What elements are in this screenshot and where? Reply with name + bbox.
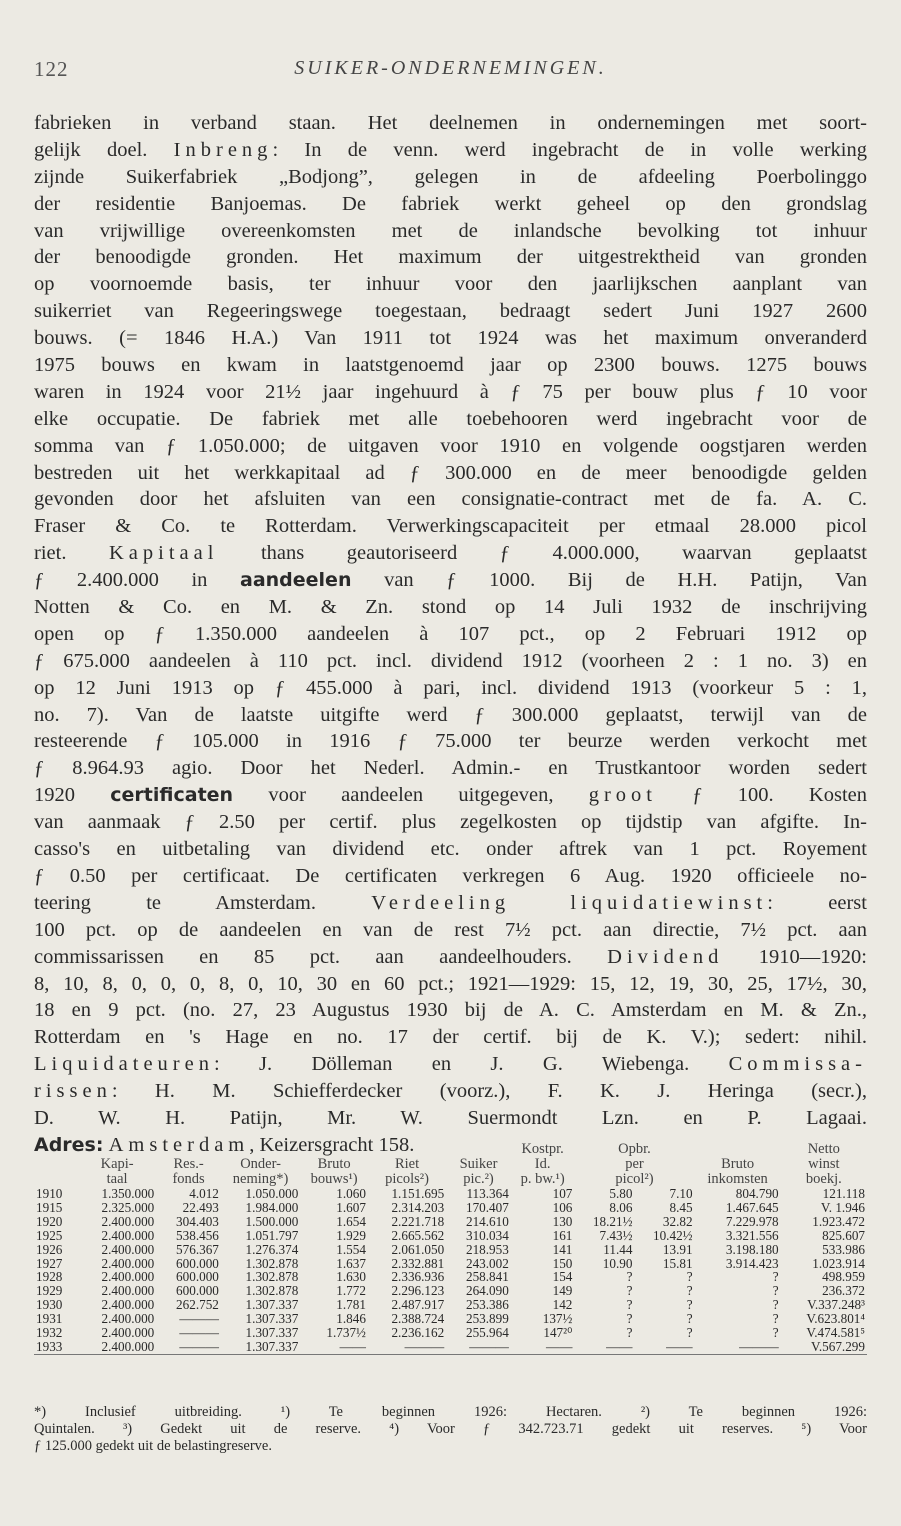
table-cell: 7.43½: [599, 1227, 633, 1243]
spaced-term: Amsterdam: [108, 1133, 250, 1156]
text-line: [34, 863, 867, 890]
text-run: , Keizersgracht 158.: [249, 1133, 415, 1156]
column-header: [34, 1142, 78, 1157]
table-cell: 4.012: [189, 1186, 219, 1201]
table-cell: ?: [686, 1283, 693, 1299]
text-run: bestreden uit het werkkapitaal ad ƒ 300.000 en de meer benoodigde gelden: [34, 461, 867, 484]
table-cell: 18.21½: [592, 1213, 633, 1229]
footnote-line: ƒ 125.000 gedekt uit de belastingreserve.: [34, 1438, 272, 1454]
year-cell: 1933: [34, 1340, 78, 1354]
text-run: open op ƒ 1.350.000 aandeelen à 107 pct., op 2 Februari 1912 op: [34, 622, 867, 645]
table-cell: ———: [695, 1340, 781, 1354]
table-cell: 1.050.000: [245, 1186, 299, 1201]
text-run: 8, 10, 8, 0, 0, 0, 8, 0, 10, 30 en 60 pct.; 1921—1929: 15, 12, 19, 30, 25, 17½, 30,: [34, 972, 867, 995]
table-row: [34, 1298, 867, 1312]
text-line: [34, 728, 867, 755]
text-run: van aanmaak ƒ 2.50 per certif. plus zegelkosten op tijdstip van afgifte. In-: [34, 811, 867, 834]
text-run: : H. M. Schiefferdecker (voorz.), F. K. J. Heringa (secr.),: [111, 1080, 867, 1103]
text-line: [34, 621, 867, 648]
table-row: [34, 1243, 867, 1257]
text-run: gevonden door het afsluiten van een consignatie-contract met de fa. A. C.: [34, 488, 867, 511]
table-cell: 498.959: [822, 1269, 865, 1285]
table-row: [34, 1187, 867, 1201]
column-header: neming*): [232, 1171, 289, 1187]
table-cell: ——: [300, 1340, 368, 1354]
table-cell: 107: [552, 1186, 573, 1201]
table-cell: 2.400.000: [101, 1255, 155, 1271]
text-line: [34, 244, 867, 271]
table-cell: 15.81: [662, 1255, 693, 1271]
table-cell: 3.914.423: [725, 1255, 779, 1271]
table-cell: 1.151.695: [391, 1186, 445, 1201]
table-cell: 2.665.562: [391, 1227, 445, 1243]
table-cell: 1.737½: [326, 1325, 366, 1341]
table-cell: 2.061.050: [391, 1241, 445, 1257]
text-line: [34, 298, 867, 325]
text-run: elke occupatie. De fabriek met alle toebehooren werd ingebracht voor de: [34, 407, 867, 430]
column-header: Kostpr.: [521, 1141, 564, 1157]
page-number: 122: [34, 57, 69, 81]
table-cell: 141: [552, 1241, 573, 1257]
column-header: winst: [808, 1156, 840, 1172]
table-cell: 218.953: [465, 1241, 509, 1257]
year-cell: 1926: [36, 1241, 63, 1257]
column-header: Kapi-: [100, 1156, 134, 1172]
table-cell: 154: [552, 1269, 573, 1285]
text-line: [34, 325, 867, 352]
table-cell: ?: [626, 1269, 633, 1285]
table-row: [34, 1340, 867, 1354]
table-cell: 1.772: [336, 1283, 366, 1299]
column-header: [78, 1142, 156, 1157]
table-cell: 538.456: [176, 1227, 219, 1243]
table-cell: 2.487.917: [391, 1297, 445, 1313]
table-cell: 130: [552, 1213, 573, 1229]
text-run: zijnde Suikerfabriek „Bodjong”, gelegen in de afdeeling Poerbolinggo: [34, 165, 867, 188]
table-cell: 113.364: [466, 1186, 509, 1201]
table-cell: V. 1.946: [820, 1199, 865, 1215]
text-run: op voornoemde basis, ter inhuur voor den jaarlijkschen aanplant van: [34, 273, 867, 296]
table-header-mid: [34, 1157, 867, 1172]
table-cell: 10.90: [602, 1255, 633, 1271]
text-line: [34, 110, 867, 137]
column-header: [34, 1157, 78, 1172]
table-cell: 3.321.556: [725, 1227, 779, 1243]
text-line: [34, 782, 867, 809]
text-line: [34, 702, 867, 729]
year-cell: 1927: [36, 1255, 63, 1271]
text-line: [34, 917, 867, 944]
text-line: [34, 164, 867, 191]
table-cell: 11.44: [603, 1241, 633, 1257]
table-cell: 1.630: [336, 1269, 366, 1285]
text-line: [34, 352, 867, 379]
table-cell: 170.407: [465, 1199, 509, 1215]
table-cell: 2.400.000: [101, 1241, 155, 1257]
text-run: bouws. (= 1846 H.A.) Van 1911 tot 1924 was het maximum onveranderd: [34, 327, 867, 350]
table-cell: 2.400.000: [101, 1297, 155, 1313]
page-header: [34, 57, 867, 87]
table-cell: ———: [179, 1311, 219, 1327]
text-run: somma van ƒ 1.050.000; de uitgaven voor 1910 en volgende oogstjaren werden: [34, 434, 867, 457]
table-cell: ?: [626, 1325, 633, 1341]
table-cell: 1.023.914: [812, 1255, 865, 1271]
text-line: [34, 433, 867, 460]
table-cell: 253.899: [465, 1311, 509, 1327]
table-cell: ?: [772, 1325, 779, 1341]
table-cell: ——: [574, 1340, 634, 1354]
text-line: [34, 218, 867, 245]
column-header: Bruto: [317, 1156, 351, 1172]
text-run: casso's en uitbetaling van dividend etc. onder aftrek van 1 pct. Royement: [34, 838, 867, 861]
table-cell: 2.236.162: [391, 1325, 445, 1341]
text-run: op 12 Juni 1913 op ƒ 455.000 à pari, incl. dividend 1913 (voorkeur 5 : 1,: [34, 676, 867, 699]
table-cell: 142: [552, 1297, 573, 1313]
column-header: p. bw.¹): [520, 1171, 565, 1187]
year-cell: 1932: [36, 1325, 63, 1341]
table-row: [34, 1257, 867, 1271]
column-header: [34, 1172, 78, 1187]
table-cell: 533.986: [822, 1241, 865, 1257]
text-run: 1910—1920:: [723, 945, 867, 968]
footnotes: [34, 1404, 867, 1455]
spaced-term: Kapitaal: [108, 542, 219, 565]
table-cell: 1.302.878: [245, 1269, 299, 1285]
table-cell: 2.400.000: [101, 1311, 155, 1327]
text-run: D. W. H. Patijn, Mr. W. Suermondt Lzn. en P. Lagaai.: [34, 1106, 867, 1129]
table-cell: ?: [626, 1297, 633, 1313]
table-cell: 2.332.881: [391, 1255, 445, 1271]
year-cell: 1925: [36, 1227, 63, 1243]
text-line: [34, 1051, 867, 1078]
spaced-term: rissen: [34, 1080, 112, 1103]
table-header-top: [34, 1142, 867, 1157]
table-cell: ———: [156, 1340, 221, 1354]
text-run: ƒ 2.400.000 in: [34, 569, 240, 592]
text-run: gelijk doel.: [34, 138, 174, 161]
text-line: [34, 406, 867, 433]
table-cell: 243.002: [465, 1255, 509, 1271]
column-header: Bruto: [721, 1156, 755, 1172]
bold-term: aandeelen: [240, 569, 352, 592]
table-cell: ?: [772, 1297, 779, 1313]
table-cell: 1.923.472: [812, 1213, 865, 1229]
table-cell: 1.060: [336, 1186, 366, 1201]
text-run: ƒ 675.000 aandeelen à 110 pct. incl. dividend 1912 (voorheen 2 : 1 no. 3) en: [34, 649, 867, 672]
table-cell: 2.221.718: [391, 1213, 445, 1229]
text-run: Notten & Co. en M. & Zn. stond op 14 Juli 1932 de inschrijving: [34, 596, 867, 619]
table-cell: 825.607: [822, 1227, 865, 1243]
table-row: [34, 1215, 867, 1229]
table-cell: V.623.801⁴: [806, 1311, 865, 1327]
table-cell: 1.781: [336, 1297, 366, 1313]
table-cell: 22.493: [182, 1199, 219, 1215]
table-cell: 3.198.180: [725, 1241, 779, 1257]
table-cell: 1.302.878: [245, 1255, 299, 1271]
column-header: [156, 1142, 221, 1157]
table-cell: 2.400.000: [78, 1340, 156, 1354]
bold-term: Adres:: [34, 1133, 104, 1156]
text-run: : J. Dölleman en J. G. Wiebenga.: [213, 1053, 729, 1076]
column-header: Id.: [534, 1156, 551, 1172]
text-run: thans geautoriseerd ƒ 4.000.000, waarvan geplaatst: [218, 542, 867, 565]
table-cell: 2.400.000: [101, 1213, 155, 1229]
table-cell: 8.45: [669, 1199, 693, 1215]
text-line: [34, 540, 867, 567]
table-cell: 150: [552, 1255, 573, 1271]
table-cell: V.474.581⁵: [806, 1325, 865, 1341]
column-header: picols²): [385, 1171, 429, 1187]
text-line: [34, 648, 867, 675]
column-header: [446, 1142, 511, 1157]
table-cell: 214.610: [465, 1213, 509, 1229]
table-cell: ?: [626, 1311, 633, 1327]
table-cell: 2.400.000: [101, 1227, 155, 1243]
table-cell: 264.090: [465, 1283, 509, 1299]
table-cell: 1.051.797: [245, 1227, 299, 1243]
table-cell: V.567.299: [781, 1340, 867, 1354]
column-header: inkomsten: [707, 1171, 768, 1187]
table-cell: ——: [511, 1340, 575, 1354]
table-cell: ?: [772, 1311, 779, 1327]
table-row: [34, 1326, 867, 1340]
table-cell: 147²⁰: [543, 1325, 573, 1341]
table-cell: ?: [772, 1269, 779, 1285]
column-header: [300, 1142, 368, 1157]
text-line: [34, 513, 867, 540]
text-run: van ƒ 1000. Bij de H.H. Patijn, Van: [351, 569, 867, 592]
text-run: riet.: [34, 542, 109, 565]
column-header: Onder-: [240, 1156, 281, 1172]
table-cell: ———: [179, 1325, 219, 1341]
column-header: fonds: [172, 1171, 205, 1187]
footnote-line: Quintalen. ³) Gedekt uit de reserve. ⁴) Voor ƒ 342.723.71 gedekt uit reserves. ⁵) Voor: [34, 1421, 867, 1437]
table-cell: 10.42½: [652, 1227, 693, 1243]
table-cell: 5.80: [609, 1186, 633, 1201]
table-cell: 1.467.645: [725, 1199, 779, 1215]
table-cell: 2.296.123: [391, 1283, 445, 1299]
table-cell: 600.000: [176, 1283, 219, 1299]
table-cell: V.337.248³: [807, 1297, 865, 1313]
table-cell: ?: [686, 1297, 693, 1313]
text-run: ƒ 100. Kosten: [657, 784, 867, 807]
table-cell: 121.118: [822, 1186, 865, 1201]
table-cell: 258.841: [465, 1269, 509, 1285]
table-row: [34, 1201, 867, 1215]
text-run: teering te Amsterdam.: [34, 891, 372, 914]
text-line: [34, 191, 867, 218]
column-header: Opbr.: [618, 1141, 651, 1157]
table-cell: 576.367: [176, 1241, 219, 1257]
text-line: [34, 675, 867, 702]
table-cell: 1.307.337: [245, 1325, 299, 1341]
year-cell: 1920: [36, 1213, 63, 1229]
text-line: [34, 755, 867, 782]
text-run: no. 7). Van de laatste uitgifte werd ƒ 300.000 geplaatst, terwijl van de: [34, 703, 867, 726]
text-line: [34, 809, 867, 836]
table-cell: 2.314.203: [391, 1199, 445, 1215]
text-line: [34, 594, 867, 621]
table-cell: 1.307.337: [245, 1297, 299, 1313]
table-cell: 804.790: [735, 1186, 779, 1201]
table-cell: 1.929: [336, 1227, 366, 1243]
table-cell: 1.302.878: [245, 1283, 299, 1299]
text-run: commissarissen en 85 pct. aan aandeelhouders.: [34, 945, 608, 968]
table-cell: 1.307.337: [221, 1340, 300, 1354]
column-header: [221, 1142, 300, 1157]
table-cell: ——: [634, 1340, 694, 1354]
year-cell: 1928: [36, 1269, 63, 1285]
table-row: [34, 1284, 867, 1298]
table-cell: 304.403: [176, 1213, 219, 1229]
table-cell: 1.984.000: [245, 1199, 299, 1215]
text-line: [34, 1105, 867, 1132]
financial-table: [34, 1142, 867, 1355]
spaced-term: Liquidateuren: [34, 1053, 214, 1076]
text-run: der residentie Banjoemas. De fabriek werkt geheel op den grondslag: [34, 192, 867, 215]
table-cell: 1.554: [336, 1241, 366, 1257]
table-cell: 1.637: [336, 1255, 366, 1271]
year-cell: 1929: [36, 1283, 63, 1299]
spaced-term: Inbreng: [173, 138, 273, 161]
table-cell: 600.000: [176, 1255, 219, 1271]
table-cell: 253.386: [465, 1297, 509, 1313]
text-run: 18 en 9 pct. (no. 27, 23 Augustus 1930 bij de A. C. Amsterdam en M. & Zn.,: [34, 999, 867, 1022]
table-cell: 1.846: [336, 1311, 366, 1327]
text-run: Fraser & Co. te Rotterdam. Verwerkingscapaciteit per etmaal 28.000 picol: [34, 515, 867, 538]
text-run: resteerende ƒ 105.000 in 1916 ƒ 75.000 ter beurze werden verkocht met: [34, 730, 867, 753]
table-row: [34, 1229, 867, 1243]
column-header: bouws¹): [310, 1171, 358, 1187]
text-run: Rotterdam en 's Hage en no. 17 der certif. bij de K. V.); sedert: nihil.: [34, 1026, 867, 1049]
table-cell: ?: [626, 1283, 633, 1299]
text-run: der benoodigde gronden. Het maximum der uitgestrektheid van gronden: [34, 246, 867, 269]
text-line: [34, 271, 867, 298]
text-run: fabrieken in verband staan. Het deelnemen in ondernemingen met soort-: [34, 112, 867, 134]
table-cell: ?: [686, 1269, 693, 1285]
text-line: [34, 944, 867, 971]
spaced-term: groot: [588, 784, 657, 807]
text-run: voor aandeelen uitgegeven,: [233, 784, 589, 807]
text-run: : In de venn. werd ingebracht de in volle werking: [272, 138, 867, 161]
table-cell: 2.400.000: [101, 1325, 155, 1341]
bold-term: certificaten: [110, 784, 234, 807]
column-header: Netto: [807, 1141, 840, 1157]
column-header: Suiker: [459, 1156, 498, 1172]
table-cell: 1.654: [336, 1213, 366, 1229]
table-cell: 2.400.000: [101, 1283, 155, 1299]
year-cell: 1910: [36, 1186, 63, 1201]
table-cell: ———: [446, 1340, 511, 1354]
text-line: [34, 971, 867, 998]
table-cell: 255.964: [465, 1325, 509, 1341]
running-title: SUIKER-ONDERNEMINGEN.: [294, 57, 607, 79]
text-run: van vrijwillige overeenkomsten met de inlandsche bevolking tot inhuur: [34, 219, 867, 242]
spaced-term: Commissa-: [728, 1053, 867, 1076]
table-cell: ?: [772, 1283, 779, 1299]
table-cell: 1.500.000: [245, 1213, 299, 1229]
table-cell: 161: [552, 1227, 573, 1243]
table-cell: 236.372: [822, 1283, 865, 1299]
text-run: suikerriet van Regeeringswege toegestaan, bedraagt sedert Juni 1927 2600: [34, 300, 867, 323]
text-line: [34, 997, 867, 1024]
column-header: [695, 1142, 781, 1157]
table-cell: 106: [552, 1199, 573, 1215]
table-cell: 7.10: [669, 1186, 693, 1201]
table-cell: 2.325.000: [101, 1199, 155, 1215]
text-line: [34, 379, 867, 406]
table-cell: 8.06: [609, 1199, 633, 1215]
text-line: [34, 567, 867, 594]
table-cell: 32.82: [662, 1213, 693, 1229]
table-cell: 1.607: [336, 1199, 366, 1215]
text-run: waren in 1924 voor 21½ jaar ingehuurd à ƒ 75 per bouw plus ƒ 10 voor: [34, 380, 867, 403]
column-header: Res.-: [173, 1156, 204, 1172]
text-line: [34, 890, 867, 917]
text-line: [34, 1024, 867, 1051]
text-run: : eerst: [767, 891, 867, 914]
year-cell: 1930: [36, 1297, 63, 1313]
text-line: [34, 460, 867, 487]
text-line: [34, 137, 867, 164]
table-cell: 2.388.724: [391, 1311, 445, 1327]
column-header: pic.²): [463, 1171, 494, 1187]
table-cell: 262.752: [176, 1297, 219, 1313]
table-cell: 1.307.337: [245, 1311, 299, 1327]
text-run: 1920: [34, 784, 111, 807]
table-cell: 2.400.000: [101, 1269, 155, 1285]
table-cell: 7.229.978: [725, 1213, 779, 1229]
table-cell: 137½: [542, 1311, 573, 1327]
text-run: 100 pct. op de aandeelen en van de rest 7½ pct. aan directie, 7½ pct. aan: [34, 918, 867, 941]
text-line: [34, 836, 867, 863]
year-cell: 1915: [36, 1199, 63, 1215]
table-cell: ?: [686, 1325, 693, 1341]
table-cell: 149: [552, 1283, 573, 1299]
column-header: Riet: [394, 1156, 420, 1172]
spaced-term: Verdeeling liquidatiewinst: [371, 891, 768, 914]
body-text: [34, 110, 867, 1159]
column-header: per: [625, 1156, 644, 1172]
column-header: taal: [106, 1171, 128, 1187]
table-row: [34, 1312, 867, 1326]
column-header: picol²): [615, 1171, 654, 1187]
text-line: [34, 486, 867, 513]
text-run: ƒ 8.964.93 agio. Door het Nederl. Admin.- en Trustkantoor worden sedert: [34, 757, 867, 780]
footnote-line: *) Inclusief uitbreiding. ¹) Te beginnen 1926: Hectaren. ²) Te beginnen 1926:: [34, 1404, 867, 1420]
table-cell: ?: [686, 1311, 693, 1327]
table-row: [34, 1270, 867, 1284]
spaced-term: Dividend: [607, 945, 724, 968]
table-cell: 310.034: [465, 1227, 509, 1243]
table-cell: 2.336.936: [391, 1269, 445, 1285]
text-line: [34, 1078, 867, 1105]
text-run: ƒ 0.50 per certificaat. De certificaten verkregen 6 Aug. 1920 officieele no-: [34, 864, 867, 887]
table-cell: 1.276.374: [245, 1241, 299, 1257]
table-cell: 13.91: [662, 1241, 693, 1257]
text-run: 1975 bouws en kwam in laatstgenoemd jaar op 2300 bouws. 1275 bouws: [34, 354, 867, 377]
year-cell: 1931: [36, 1311, 63, 1327]
table-cell: 600.000: [176, 1269, 219, 1285]
table-cell: 1.350.000: [101, 1186, 155, 1201]
column-header: [368, 1142, 446, 1157]
table-header-bottom: [34, 1172, 867, 1187]
column-header: boekj.: [805, 1171, 842, 1187]
table-cell: ———: [368, 1340, 446, 1354]
